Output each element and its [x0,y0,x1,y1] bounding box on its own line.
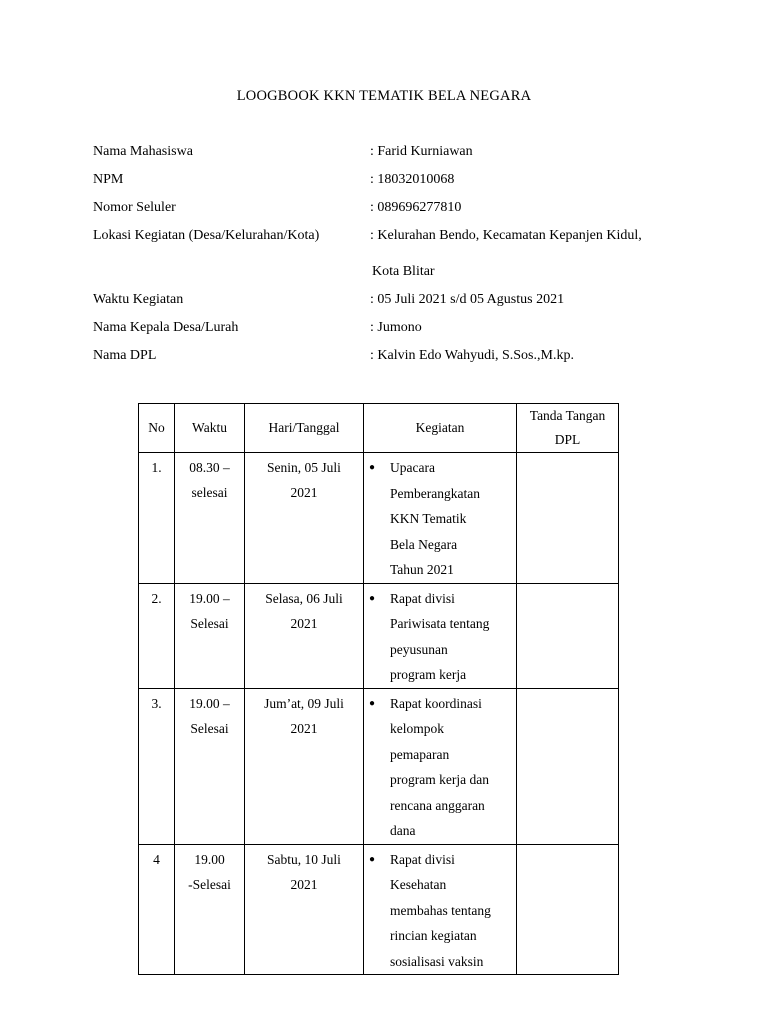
cell-no: 1. [139,453,175,584]
info-value: : 089696277810 [370,200,462,215]
cell-line: Rapat divisi [390,590,455,606]
info-value: : Jumono [370,320,422,335]
cell-hari-tanggal [245,688,364,844]
cell-line: Rapat divisi [390,851,455,867]
cell-line: selesai [191,485,228,500]
header-ttd-line1: Tanda Tangan [529,408,606,423]
cell-hari-tanggal [245,453,364,584]
cell-line: rencana anggaran [390,797,485,813]
info-label: Nomor Seluler [93,200,176,215]
cell-line: Jum’at, 09 Juli [264,695,344,711]
cell-line: Sabtu, 10 Juli [267,851,341,867]
cell-no: 4 [139,844,175,975]
cell-no: 2. [139,583,175,688]
bullet-icon: ● [369,592,376,604]
info-label: Nama Kepala Desa/Lurah [93,320,239,335]
cell-line: 19.00 – [189,695,230,711]
table-row [139,583,619,688]
cell-line: KKN Tematik [390,511,467,526]
cell-line: membahas tentang [390,902,491,918]
table-row [139,844,619,975]
cell-line: 2021 [290,720,318,736]
cell-line: 2021 [290,485,318,500]
cell-line: Upacara [390,460,435,475]
page-title: LOOGBOOK KKN TEMATIK BELA NEGARA [236,88,532,104]
table-header-row [139,404,619,453]
cell-line: -Selesai [188,876,231,892]
cell-line: Rapat koordinasi [390,695,482,711]
cell-line: Tahun 2021 [390,562,454,577]
info-label: Waktu Kegiatan [93,292,184,307]
cell-kegiatan [364,453,517,584]
cell-line: Selasa, 06 Juli [265,590,343,606]
cell-line: 19.00 [194,851,225,867]
cell-waktu [175,688,245,844]
info-value: : 18032010068 [370,172,455,187]
cell-waktu [175,844,245,975]
cell-tanda-tangan [517,844,619,975]
cell-line: Bela Negara [390,536,458,552]
header-hari-tanggal: Hari/Tanggal [245,404,364,453]
cell-line: 2021 [290,615,318,631]
header-waktu: Waktu [175,404,245,453]
info-label: NPM [93,172,124,187]
info-label: Nama DPL [93,348,157,363]
cell-line: Kesehatan [390,877,447,892]
cell-line: rincian kegiatan [390,928,477,943]
info-value: : Kelurahan Bendo, Kecamatan Kepanjen Kidul, [370,228,642,243]
info-label: Lokasi Kegiatan (Desa/Kelurahan/Kota) [93,228,320,243]
cell-line: Pemberangkatan [390,485,480,501]
cell-tanda-tangan [517,688,619,844]
cell-line: kelompok [390,721,444,736]
logbook-table [138,403,619,975]
cell-line: Selesai [190,615,229,631]
bullet-icon: ● [369,462,376,473]
cell-hari-tanggal [245,583,364,688]
cell-waktu [175,453,245,584]
info-value: : 05 Juli 2021 s/d 05 Agustus 2021 [370,292,565,307]
cell-line: pemaparan [390,746,450,762]
table-row [139,688,619,844]
cell-kegiatan [364,688,517,844]
bullet-icon: ● [369,697,376,709]
cell-line: Pariwisata tentang [390,616,490,631]
info-label: Nama Mahasiswa [93,144,193,159]
cell-line: peyusunan [390,641,448,657]
table-row [139,453,619,584]
cell-line: program kerja dan [390,772,489,787]
cell-tanda-tangan [517,453,619,584]
info-value-continuation: Kota Blitar [372,264,435,279]
cell-line: program kerja [390,667,467,682]
cell-line: 2021 [290,876,318,892]
info-value: : Kalvin Edo Wahyudi, S.Sos.,M.kp. [370,348,574,363]
cell-line: Selesai [190,720,229,736]
cell-kegiatan [364,583,517,688]
cell-line: sosialisasi vaksin [390,953,484,969]
header-kegiatan: Kegiatan [364,404,517,453]
cell-no: 3. [139,688,175,844]
bullet-icon: ● [369,853,376,865]
header-ttd-line2: DPL [554,432,581,447]
cell-line: Senin, 05 Juli [267,460,341,475]
cell-line: 08.30 – [189,460,230,475]
cell-tanda-tangan [517,583,619,688]
cell-waktu [175,583,245,688]
cell-hari-tanggal [245,844,364,975]
info-value: : Farid Kurniawan [370,144,473,159]
cell-kegiatan [364,844,517,975]
cell-line: dana [390,823,416,838]
header-tanda-tangan-dpl [517,404,619,453]
header-no: No [139,404,175,453]
cell-line: 19.00 – [189,590,230,606]
